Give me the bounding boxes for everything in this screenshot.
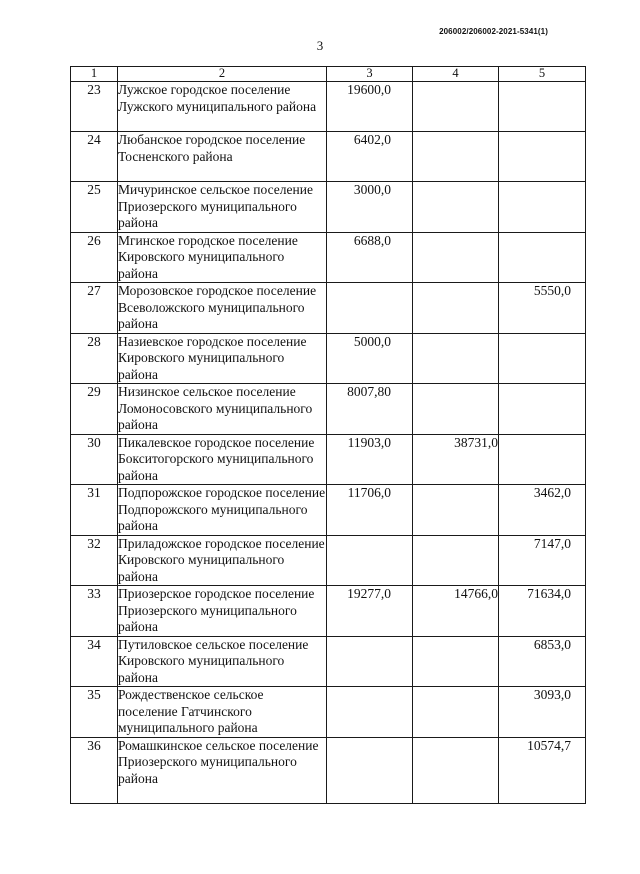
settlement-name-cell: Мгинское городское поселение Кировского муниципального района (118, 232, 327, 283)
column-3-value-cell (327, 535, 413, 586)
table-header-row (71, 67, 586, 82)
column-4-value-cell (413, 485, 499, 536)
settlement-name-cell: Приладожское городское поселение Кировского муниципального района (118, 535, 325, 584)
column-4-value-cell (413, 283, 499, 334)
row-number-cell: 30 (71, 434, 118, 485)
settlement-name-cell: Ромашкинское сельское поселение Приозерского муниципального района (118, 737, 327, 803)
document-id: 206002/206002-2021-5341(1) (439, 27, 548, 36)
column-5-value-cell (499, 132, 586, 182)
row-number-cell: 27 (71, 283, 118, 334)
table-row (71, 586, 586, 637)
column-5-value-cell (499, 232, 586, 283)
column-5-value-cell (499, 82, 586, 132)
table-row (71, 182, 586, 233)
column-header-4: 4 (413, 67, 499, 82)
column-4-value-cell (413, 232, 499, 283)
column-5-value-cell: 3462,0 (499, 485, 586, 536)
column-3-value-cell: 19277,0 (327, 586, 413, 637)
column-5-value-cell: 3093,0 (499, 687, 586, 738)
settlement-name-cell: Подпорожское городское поселение Подпорожского муниципального района (118, 485, 326, 533)
column-5-value-cell: 5550,0 (499, 283, 586, 334)
table-row (71, 485, 586, 536)
column-3-value-cell: 5000,0 (327, 333, 413, 384)
table-row (71, 132, 586, 182)
table-body (71, 82, 586, 804)
table-row (71, 283, 586, 334)
table-row (71, 384, 586, 435)
column-4-value-cell: 14766,0 (413, 586, 499, 637)
column-4-value-cell (413, 636, 499, 687)
column-4-value-cell: 38731,0 (413, 434, 499, 485)
column-header-5: 5 (499, 67, 586, 82)
column-5-value-cell (499, 434, 586, 485)
settlement-name-cell: Морозовское городское поселение Всеволожского муниципального района (118, 283, 327, 334)
column-5-value-cell: 71634,0 (499, 586, 586, 637)
settlement-name-cell: Назиевское городское поселение Кировского муниципального района (118, 333, 327, 384)
settlement-name-cell: Низинское сельское поселение Ломоносовского муниципального района (118, 384, 327, 435)
column-header-2: 2 (118, 67, 327, 82)
column-3-value-cell: 11706,0 (327, 485, 413, 536)
row-number-cell: 25 (71, 182, 118, 233)
row-number-cell: 32 (71, 535, 118, 586)
column-3-value-cell: 6688,0 (327, 232, 413, 283)
column-header-3: 3 (327, 67, 413, 82)
allocation-table (70, 66, 586, 804)
table-row (71, 535, 586, 586)
column-3-value-cell (327, 636, 413, 687)
settlement-name-cell: Лужское городское поселение Лужского муниципального района (118, 82, 327, 132)
column-4-value-cell (413, 82, 499, 132)
row-number-cell: 24 (71, 132, 118, 182)
column-header-1: 1 (71, 67, 118, 82)
row-number-cell: 36 (71, 737, 118, 803)
table-row (71, 636, 586, 687)
row-number-cell: 23 (71, 82, 118, 132)
column-4-value-cell (413, 182, 499, 233)
column-4-value-cell (413, 384, 499, 435)
column-5-value-cell (499, 333, 586, 384)
column-4-value-cell (413, 333, 499, 384)
settlement-name-cell: Рождественское сельское поселение Гатчинского муниципального района (118, 687, 327, 738)
column-3-value-cell: 6402,0 (327, 132, 413, 182)
settlement-name-cell: Приозерское городское поселение Приозерского муниципального района (118, 586, 327, 637)
row-number-cell: 31 (71, 485, 118, 536)
column-4-value-cell (413, 687, 499, 738)
page-number: 3 (316, 38, 324, 53)
column-5-value-cell: 6853,0 (499, 636, 586, 687)
row-number-cell: 34 (71, 636, 118, 687)
column-4-value-cell (413, 535, 499, 586)
table-row (71, 434, 586, 485)
table-row (71, 232, 586, 283)
table-row (71, 737, 586, 803)
table-row (71, 687, 586, 738)
column-4-value-cell (413, 132, 499, 182)
column-5-value-cell (499, 182, 586, 233)
column-3-value-cell: 11903,0 (327, 434, 413, 485)
column-3-value-cell: 8007,80 (327, 384, 413, 435)
column-3-value-cell (327, 687, 413, 738)
column-5-value-cell (499, 384, 586, 435)
row-number-cell: 28 (71, 333, 118, 384)
row-number-cell: 33 (71, 586, 118, 637)
settlement-name-cell: Пикалевское городское поселение Бокситогорского муниципального района (118, 434, 327, 485)
column-5-value-cell: 7147,0 (499, 535, 586, 586)
settlement-name-cell: Мичуринское сельское поселение Приозерского муниципального района (118, 182, 327, 233)
row-number-cell: 26 (71, 232, 118, 283)
column-3-value-cell (327, 737, 413, 803)
table-row (71, 333, 586, 384)
column-3-value-cell: 3000,0 (327, 182, 413, 233)
settlement-name-cell: Любанское городское поселение Тосненского района (118, 132, 327, 182)
table-row (71, 82, 586, 132)
column-4-value-cell (413, 737, 499, 803)
row-number-cell: 35 (71, 687, 118, 738)
settlement-name-cell: Путиловское сельское поселение Кировского муниципального района (118, 636, 327, 687)
column-3-value-cell: 19600,0 (327, 82, 413, 132)
row-number-cell: 29 (71, 384, 118, 435)
column-5-value-cell: 10574,7 (499, 737, 586, 803)
column-3-value-cell (327, 283, 413, 334)
